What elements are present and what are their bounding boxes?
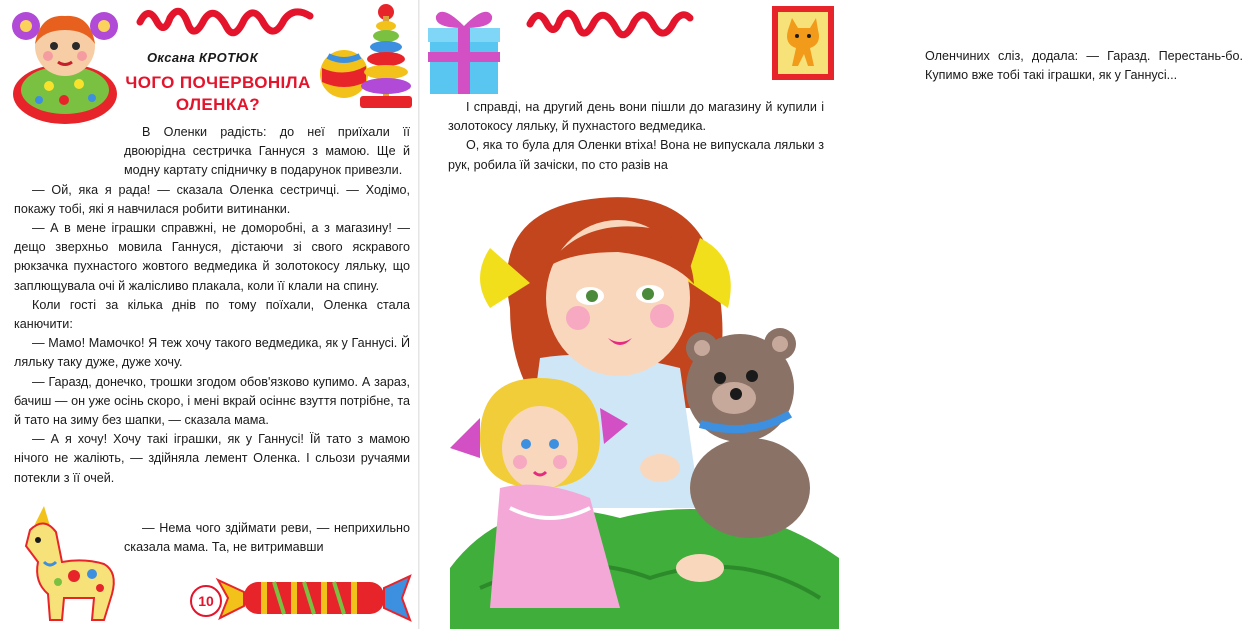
tumbler-doll-icon [4,4,126,126]
story-title [118,72,318,116]
clay-horse-icon [4,502,122,626]
paragraph: — А я хочу! Хочу такі іграшки, як у Ганнусі! Їй тато з мамою нічого не жаліють, — здійняла лемент Оленка. І сльози ручаями потекли з її очей. [14,432,410,485]
page-number: 10 [190,585,222,617]
cat-block-icon [770,4,836,82]
girl-with-toys-illustration [450,188,839,629]
ribbon-swirl-icon [134,2,314,46]
candy-toy-icon [214,568,414,626]
paragraph: О, яка то була для Оленки втіха! Вона не випускала ляльки з рук, робила їй зачіски, по сто разів на [448,138,824,172]
paragraph: — Ой, яка я рада! — сказала Оленка сестричці. — Ходімо, покажу тобі, які я навчилася робити витинанки. [14,182,410,216]
title-line-1: ЧОГО ПОЧЕРВОНІЛА [125,73,311,92]
right-page [420,0,1243,629]
left-page [0,0,419,629]
paragraph: — Мамо! Мамочко! Я теж хочу такого ведмедика, як у Ганнусі. Й ляльку таку дуже, дуже хочу. [14,336,410,370]
author-surname: КРОТЮК [198,50,259,65]
paragraph: Оленчиних сліз, додала: — Гаразд. Перестань-бо. Купимо вже тобі такі іграшки, як у Ганнусі... [925,49,1243,83]
author-first-name: Оксана [147,50,196,65]
ring-pyramid-icon [356,2,416,114]
paragraph: — Нема чого здіймати реви, — неприхильно сказала мама. Та, не витримавши [124,521,410,555]
paragraph: І справді, на другий день вони пішли до магазину й купили і золотокосу ляльку, й пухнастого ведмедика. [448,100,824,134]
paragraph: — Гаразд, донечко, трошки згодом обов'язково купимо. А зараз, бачиш — он уже осінь скоро, і мені вкрай осіннє взуття потрібне, та й тато на зиму без шапки, — сказала мама. [14,374,410,428]
right-page-top-text [925,47,1243,85]
paragraph: В Оленки радість: до неї приїхали її двоюрідна сестричка Ганнуся з мамою. Ще й модну картату спідничку в подарунок привезли. [124,125,410,178]
author-name [147,50,258,65]
ribbon-swirl-icon [524,4,694,46]
left-page-text [14,123,410,488]
paragraph: — А в мене іграшки справжні, не доморобні, а з магазину! — дещо зверхньо мовила Ганнуся, дістаючи зі свого яскравого рюкзачка пухнастого жовтого ведмедика й золотокосу ляльку, що заплющувала очі й жалісливо плакала, коли її клали на спину. [14,221,410,293]
title-line-2: ОЛЕНКА? [175,95,261,114]
gift-box-icon [426,2,502,98]
right-page-text [448,98,824,175]
paragraph: Коли гості за кілька днів по тому поїхали, Оленка стала канючити: [14,297,410,332]
